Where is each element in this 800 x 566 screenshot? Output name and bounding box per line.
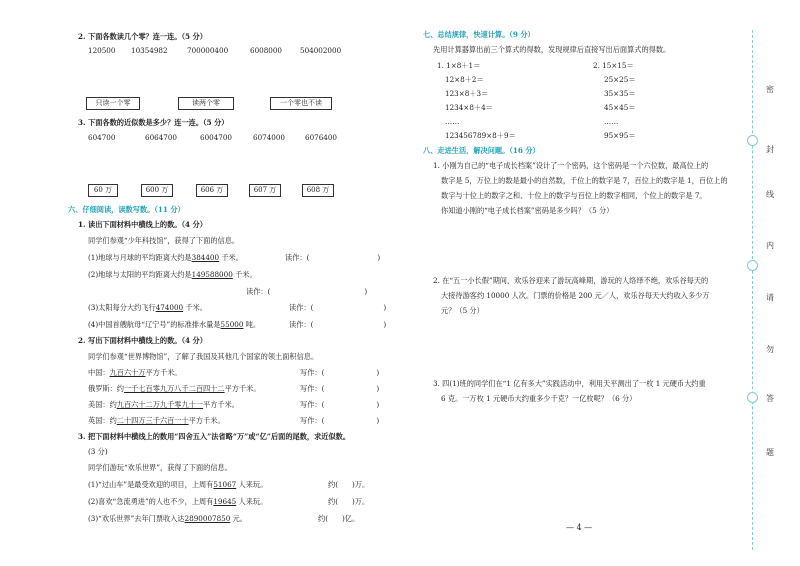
calc-right-4: 45×45＝: [604, 103, 636, 112]
q3-box-1[interactable]: 60 万: [88, 184, 118, 197]
q3-box-5[interactable]: 608 万: [302, 184, 334, 197]
section-6-title: 六、仔细阅读，读数写数。（11 分）: [68, 205, 185, 214]
q2-number-2: 10354982: [131, 46, 168, 55]
sec8-q2-line-1: 2. 在“五一小长假”期间，欢乐谷迎来了游玩高峰期，游玩的人络绎不绝，欢乐谷每天的: [433, 276, 709, 285]
p1-line-3: (3)太阳每分大约飞行474000 千米。: [88, 303, 207, 312]
q3-box-4[interactable]: 607 万: [249, 184, 281, 197]
seal-dashed-line: [752, 30, 753, 550]
p2-write-4[interactable]: 写作：( ): [300, 416, 380, 425]
p2-row-1: 中国：九百六十万平方千米。: [88, 368, 182, 377]
p1-title: 1. 读出下面材料中横线上的数。（4 分）: [78, 220, 207, 229]
p2-write-3[interactable]: 写作：( ): [300, 400, 380, 409]
p1-read-3[interactable]: 读作：( ): [289, 303, 387, 312]
p1-read-1[interactable]: 读作：( ): [285, 253, 381, 262]
calc-left-6: 123456789×8＋9＝: [445, 131, 516, 140]
sec8-q1-line-3: 数字与十位上的数字之和、十位上的数字与百位上的数字相同，个位上的数字是 7。: [441, 191, 707, 200]
seal-char-4: 内: [766, 241, 774, 250]
q3-number-2: 6064700: [145, 133, 178, 142]
seal-char-2: 封: [766, 145, 774, 154]
q2-number-5: 504002000: [300, 46, 342, 55]
sec8-q1-line-4: 你知道小刚的“电子成长档案”密码是多少吗？（5 分）: [441, 206, 614, 215]
p2-row-2: 俄罗斯：约一千七百零九万八千二百四十二平方千米。: [88, 384, 261, 393]
p3-answer-1[interactable]: 约( )万。: [328, 480, 370, 489]
p2-row-4: 英国：约二十四万三千六百一十平方千米。: [88, 416, 225, 425]
calc-right-3: 35×35＝: [604, 89, 636, 98]
sec8-q3-line-2: 6 克。一万枚 1 元硬币大约重多少千克？一亿枚呢？（6 分）: [441, 394, 637, 403]
q3-number-3: 6004700: [200, 133, 233, 142]
p1-intro: 同学们参观“少年科技馆”，获得了下面的信息。: [88, 236, 240, 245]
p3-answer-3[interactable]: 约( )亿。: [318, 514, 360, 523]
sec8-q3-line-1: 3. 四(1)班的同学们在“1 亿有多大”实践活动中，利用天平测出了一枚 1 元硬币大约重: [433, 379, 706, 388]
p3-intro: 同学们游玩“欢乐世界”，获得了下面的信息。: [88, 463, 232, 472]
calc-left-2: 12×8＋2＝: [445, 75, 484, 84]
q2-number-1: 120500: [88, 46, 116, 55]
calc-left-1: 1. 1×8＋1＝: [437, 61, 481, 70]
section-7-title: 七、总结规律，快速计算。（9 分）: [423, 30, 535, 39]
p1-line-4: (4)中国首艘航母“辽宁号”的标准排水量是55000 吨。: [88, 320, 261, 329]
calc-right-5: ……: [604, 117, 619, 126]
q2-number-4: 6008000: [250, 46, 283, 55]
calc-right-6: 95×95＝: [604, 131, 636, 140]
q3-number-4: 6074000: [253, 133, 286, 142]
p2-title: 2. 写出下面材料中横线上的数。（4 分）: [78, 336, 207, 345]
q3-number-1: 604700: [88, 133, 116, 142]
p3-score: (3 分): [88, 447, 108, 456]
q2-box-1[interactable]: 只读一个零: [86, 97, 140, 110]
calc-right-1: 2. 15×15＝: [593, 61, 634, 70]
p2-intro: 同学们参观“世界博物馆”，了解了我国及其他几个国家的领土面积信息。: [88, 352, 319, 361]
page-number: — 4 —: [566, 523, 593, 532]
p1-read-4[interactable]: 读作：( ): [289, 320, 387, 329]
sec8-q2-line-3: 元？（5 分）: [441, 306, 484, 315]
p3-row-1: (1)“过山车”是最受欢迎的项目，上周有51067 人来玩。: [88, 480, 268, 489]
calc-right-2: 25×25＝: [604, 75, 636, 84]
seal-char-6: 勿: [766, 345, 774, 354]
q3-box-2[interactable]: 600 万: [141, 184, 173, 197]
q2-box-3[interactable]: 一个零也不读: [270, 97, 332, 110]
seal-char-5: 请: [766, 293, 774, 302]
seal-circle-1: [747, 135, 758, 146]
q2-number-3: 700000400: [187, 46, 229, 55]
p2-write-2[interactable]: 写作：( ): [300, 384, 380, 393]
p2-row-3: 美国：约九百六十二万九千零九十一平方千米。: [88, 400, 239, 409]
seal-char-8: 题: [766, 448, 774, 457]
calc-left-4: 1234×8＋4＝: [445, 103, 493, 112]
q3-title: 3. 下面各数的近似数是多少？连一连。（5 分）: [78, 118, 229, 127]
p1-line-2: (2)地球与太阳的平均距离大约是149588000 千米。: [88, 270, 257, 279]
sec8-q1-line-1: 1. 小刚为自己的“电子成长档案”设计了一个密码，这个密码是一个六位数，最高位上的: [433, 161, 709, 170]
seal-char-3: 线: [766, 190, 774, 199]
calc-left-5: ……: [445, 117, 460, 126]
seal-char-7: 答: [766, 394, 774, 403]
p3-row-2: (2)喜欢“急流勇进”的人也不少，上周有19645 人来玩。: [88, 497, 268, 506]
section-7-intro: 先用计算器算出前三个算式的得数，发现规律后直接写出后面算式的得数。: [433, 45, 671, 54]
p3-answer-2[interactable]: 约( )万。: [328, 497, 370, 506]
p3-row-3: (3)“欢乐世界”去年门票收入达2890007850 元。: [88, 514, 247, 523]
sec8-q1-line-2: 数字是 5，万位上的数是最小的自然数，千位上的数字是 7，百位上的数字是 1，百位上的: [441, 176, 728, 185]
q3-box-3[interactable]: 606 万: [196, 184, 228, 197]
q3-number-5: 6076400: [305, 133, 338, 142]
q2-box-2[interactable]: 读两个零: [178, 97, 234, 110]
seal-char-1: 密: [766, 85, 774, 94]
p3-title: 3. 把下面材料中横线上的数用“四舍五入”法省略“万”或“亿”后面的尾数，求近似数。: [78, 432, 351, 441]
seal-circle-3: [747, 392, 758, 403]
q2-title: 2. 下面各数读几个零？连一连。（5 分）: [78, 32, 207, 41]
section-8-title: 八、走进生活，解决问题。（16 分）: [423, 146, 540, 155]
calc-left-3: 123×8＋3＝: [445, 89, 489, 98]
p2-write-1[interactable]: 写作：( ): [300, 368, 380, 377]
p1-line-1: (1)地球与月球的平均距离大约是384400 千米。: [88, 253, 243, 262]
seal-circle-2: [747, 260, 758, 271]
p1-read-2[interactable]: 读作：( ): [246, 287, 368, 296]
sec8-q2-line-2: 大接待游客约 10000 人次。门票的价格是 200 元／人，欢乐谷每天大约收入多少万: [441, 291, 710, 300]
